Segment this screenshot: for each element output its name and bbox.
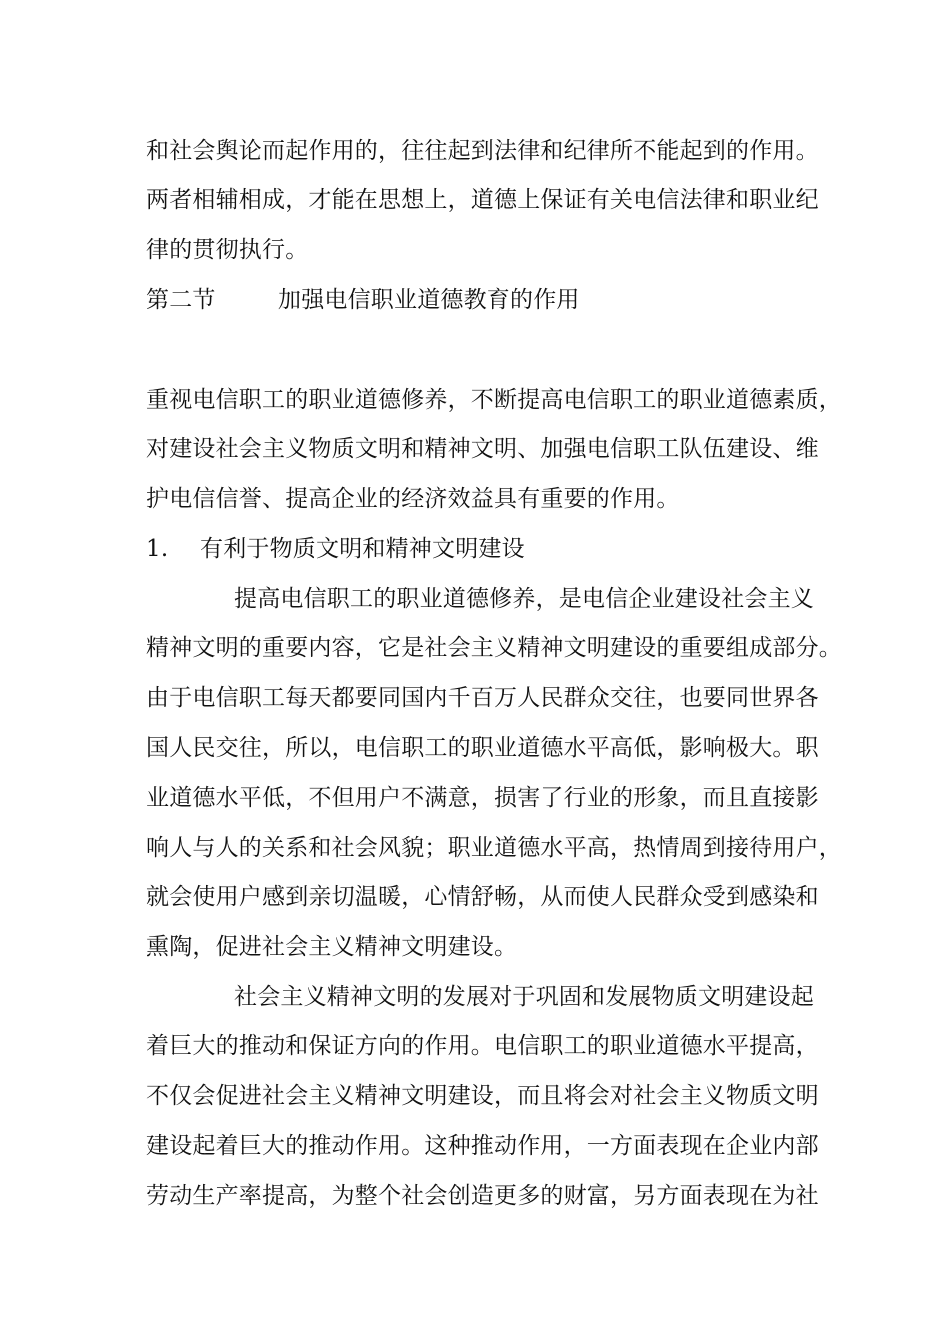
paragraph-line: 重视电信职工的职业道德修养，不断提高电信职工的职业道德素质， xyxy=(146,387,842,413)
paragraph-line: 对建设社会主义物质文明和精神文明、加强电信职工队伍建设、维 xyxy=(146,436,819,462)
section-heading xyxy=(146,285,580,315)
section-label: 第二节 xyxy=(146,287,216,313)
paragraph-line: 响人与人的关系和社会风貌；职业道德水平高，热情周到接待用户， xyxy=(146,835,842,861)
paragraph-line: 精神文明的重要内容，它是社会主义精神文明建设的重要组成部分。 xyxy=(146,635,842,661)
paragraph-line: 不仅会促进社会主义精神文明建设，而且将会对社会主义物质文明 xyxy=(146,1083,819,1109)
item-heading xyxy=(146,534,525,564)
item-number: 1. xyxy=(146,536,169,562)
paragraph-line: 国人民交往，所以，电信职工的职业道德水平高低，影响极大。职 xyxy=(146,735,819,761)
paragraph-line: 业道德水平低，不但用户不满意，损害了行业的形象，而且直接影 xyxy=(146,785,819,811)
section-title: 加强电信职业道德教育的作用 xyxy=(278,287,580,313)
paragraph-line: 护电信信誉、提高企业的经济效益具有重要的作用。 xyxy=(146,486,680,512)
paragraph-line: 和社会舆论而起作用的，往往起到法律和纪律所不能起到的作用。 xyxy=(146,138,819,164)
paragraph-line: 由于电信职工每天都要同国内千百万人民群众交往，也要同世界各 xyxy=(146,685,819,711)
paragraph-line: 律的贯彻执行。 xyxy=(146,237,309,263)
paragraph-line: 两者相辅相成，才能在思想上，道德上保证有关电信法律和职业纪 xyxy=(146,187,819,213)
paragraph-line: 劳动生产率提高，为整个社会创造更多的财富，另方面表现在为社 xyxy=(146,1183,819,1209)
paragraph-line: 着巨大的推动和保证方向的作用。电信职工的职业道德水平提高， xyxy=(146,1033,819,1059)
paragraph-line: 就会使用户感到亲切温暖，心情舒畅，从而使人民群众受到感染和 xyxy=(146,884,819,910)
item-title: 有利于物质文明和精神文明建设 xyxy=(200,536,525,562)
paragraph-line: 建设起着巨大的推动作用。这种推动作用，一方面表现在企业内部 xyxy=(146,1133,819,1159)
paragraph-line: 提高电信职工的职业道德修养，是电信企业建设社会主义 xyxy=(234,586,814,612)
paragraph-line: 熏陶，促进社会主义精神文明建设。 xyxy=(146,934,518,960)
paragraph-line: 社会主义精神文明的发展对于巩固和发展物质文明建设起 xyxy=(234,984,814,1010)
